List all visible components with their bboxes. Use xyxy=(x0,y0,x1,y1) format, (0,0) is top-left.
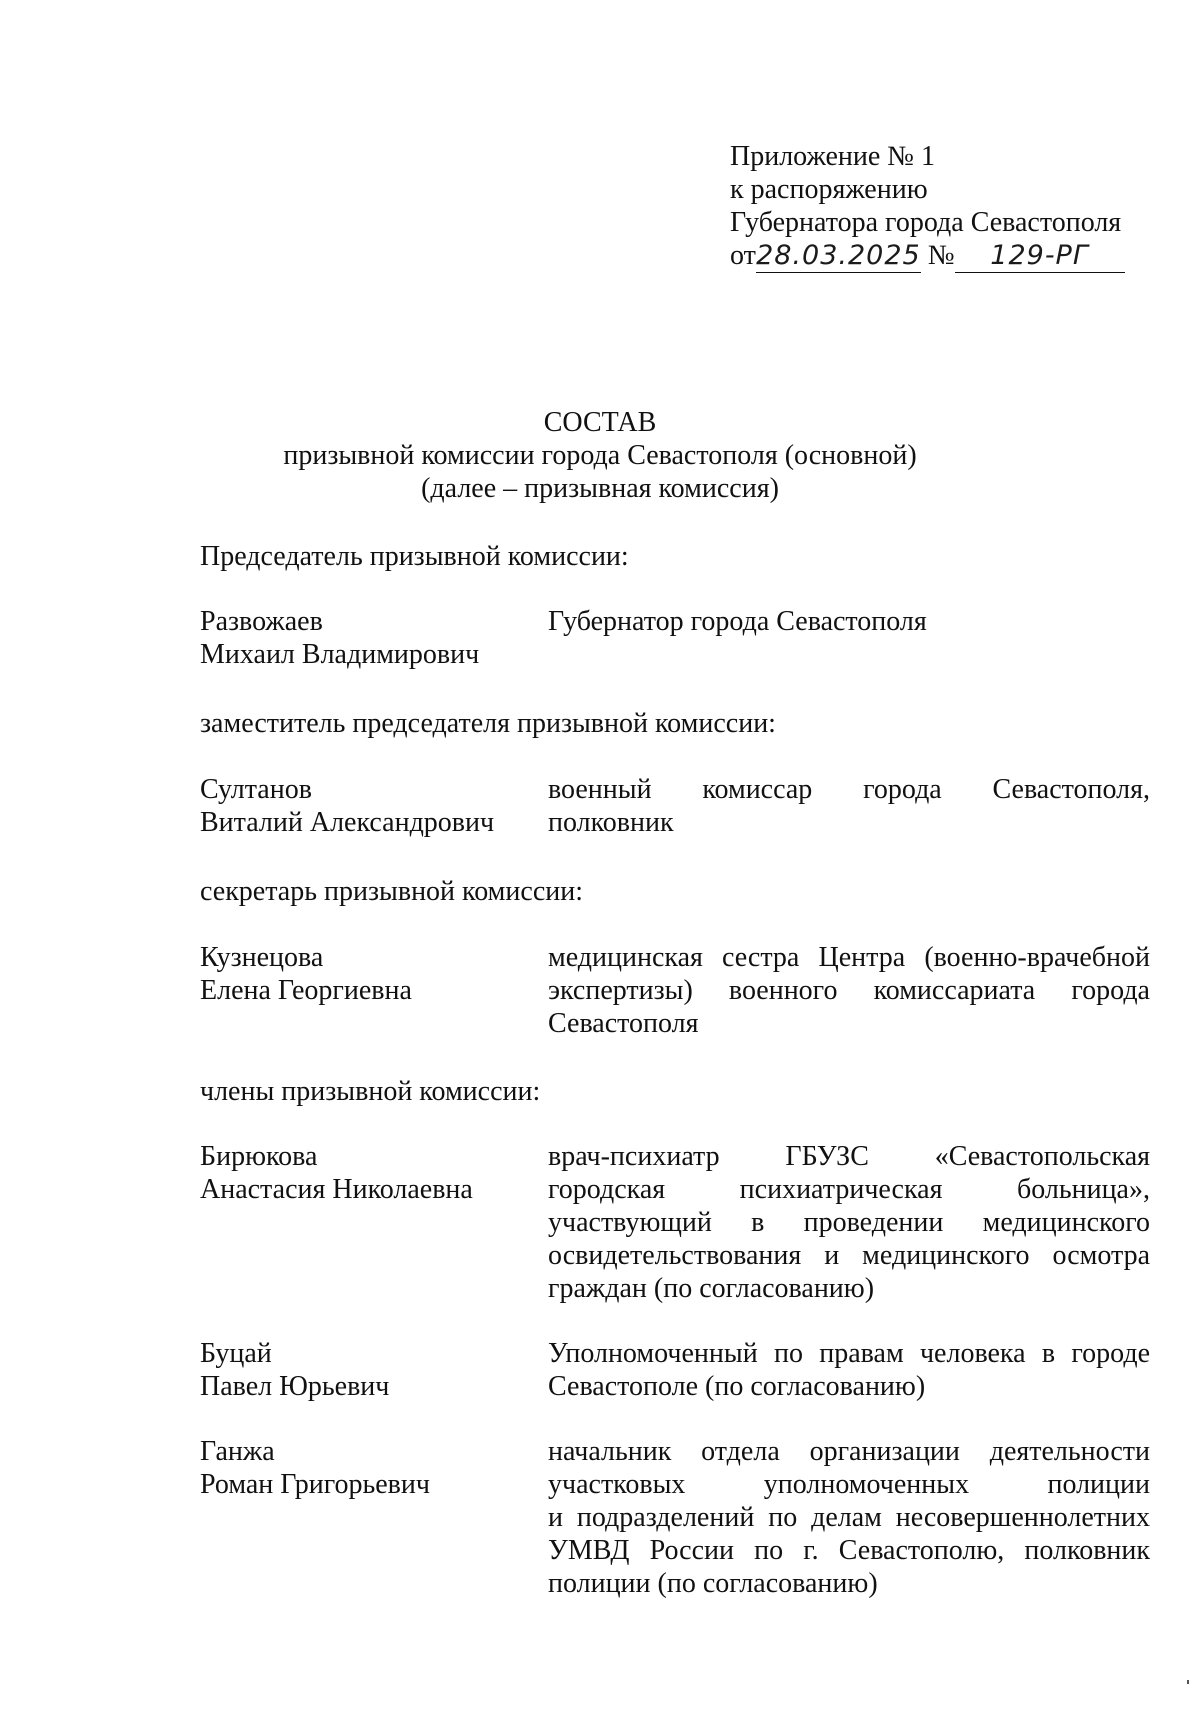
appendix-date-number-line xyxy=(730,239,1125,273)
position-line: начальник отдела организации деятельности xyxy=(548,1436,1150,1467)
position-line: и подразделений по делам несовершеннолетних xyxy=(548,1502,1150,1533)
appendix-block xyxy=(730,140,1125,273)
member-position xyxy=(548,941,1150,1040)
member-given-names: Павел Юрьевич xyxy=(200,1371,390,1402)
position-line: участвующий в проведении медицинского xyxy=(548,1207,1150,1238)
member-name xyxy=(200,941,530,1007)
appendix-line-3: Губернатора города Севастополя xyxy=(730,207,1122,238)
member-surname: Кузнецова xyxy=(200,942,324,973)
position-line: освидетельствования и медицинского осмотра xyxy=(548,1240,1150,1271)
appendix-line-2: к распоряжению xyxy=(730,174,928,205)
member-position xyxy=(548,605,1150,638)
member-name xyxy=(200,773,530,839)
title-line-3: (далее – призывная комиссия) xyxy=(421,473,779,504)
number-prefix: № xyxy=(927,240,955,271)
position-line: военный комиссар города Севастополя, xyxy=(548,774,1150,805)
position-line: Севастополя xyxy=(548,1008,699,1039)
member-surname: Бирюкова xyxy=(200,1141,318,1172)
member-position xyxy=(548,1337,1150,1403)
member-given-names: Виталий Александрович xyxy=(200,807,495,838)
date-handwritten: 28.03.2025 xyxy=(756,240,921,271)
position-line: городская психиатрическая больница», xyxy=(548,1174,1150,1205)
member-given-names: Елена Георгиевна xyxy=(200,975,412,1006)
section-chairman: Председатель призывной комиссии: xyxy=(200,541,629,572)
member-position xyxy=(548,1140,1150,1305)
number-handwritten: 129-РГ xyxy=(990,240,1089,271)
member-surname: Ганжа xyxy=(200,1436,275,1467)
section-secretary: секретарь призывной комиссии: xyxy=(200,876,583,907)
date-prefix: от xyxy=(730,240,756,271)
member-position xyxy=(548,773,1150,839)
position-line: Губернатор города Севастополя xyxy=(548,606,927,637)
member-name xyxy=(200,1435,530,1501)
member-surname: Буцай xyxy=(200,1338,272,1369)
position-line: медицинская сестра Центра (военно-врачебной xyxy=(548,942,1150,973)
appendix-line-1: Приложение № 1 xyxy=(730,141,935,172)
position-line: экспертизы) военного комиссариата города xyxy=(548,975,1150,1006)
position-line: врач-психиатр ГБУЗС «Севастопольская xyxy=(548,1141,1150,1172)
document-title xyxy=(0,406,1200,505)
date-field xyxy=(756,239,921,273)
section-members: члены призывной комиссии: xyxy=(200,1076,541,1107)
member-given-names: Роман Григорьевич xyxy=(200,1469,430,1500)
position-line: граждан (по согласованию) xyxy=(548,1273,875,1304)
title-line-2: призывной комиссии города Севастополя (основной) xyxy=(283,440,917,471)
member-name xyxy=(200,1140,530,1206)
position-line: Севастополе (по согласованию) xyxy=(548,1371,926,1402)
section-deputy: заместитель председателя призывной комиссии: xyxy=(200,708,776,739)
member-name xyxy=(200,1337,530,1403)
member-position xyxy=(548,1435,1150,1600)
position-line: Уполномоченный по правам человека в городе xyxy=(548,1338,1150,1369)
position-line: УМВД России по г. Севастополю, полковник xyxy=(548,1535,1150,1566)
member-surname: Развожаев xyxy=(200,606,323,637)
position-line: участковых уполномоченных полиции xyxy=(548,1469,1150,1500)
scan-mark xyxy=(1187,1680,1189,1684)
number-field xyxy=(955,239,1125,273)
position-line: полиции (по согласованию) xyxy=(548,1568,878,1599)
title-heading: СОСТАВ xyxy=(543,407,657,438)
member-given-names: Анастасия Николаевна xyxy=(200,1174,473,1205)
member-name xyxy=(200,605,530,671)
member-surname: Султанов xyxy=(200,774,312,805)
member-given-names: Михаил Владимирович xyxy=(200,639,480,670)
position-line: полковник xyxy=(548,807,674,838)
